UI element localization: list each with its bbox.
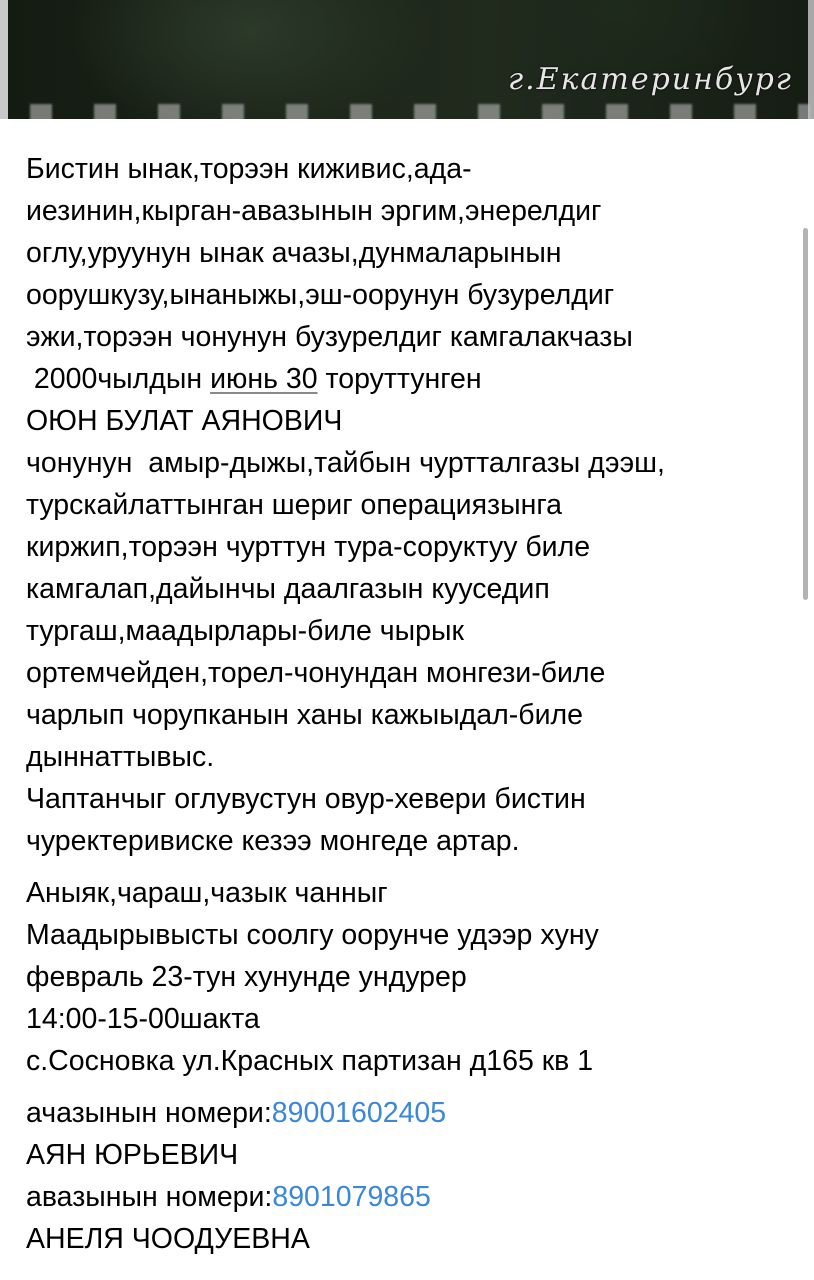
- text-line: февраль 23-тун хунунде ундурер: [26, 961, 467, 993]
- text-line: оорушкузу,ынаныжы,эш-оорунун бузурелдиг: [26, 279, 615, 311]
- text-line: Чаптанчыг оглувустун овур-хевери бистин: [26, 783, 586, 815]
- text-line: чонунун амыр-дыжы,тайбын чуртталгазы дээш,: [26, 447, 665, 479]
- mother-contact-line: [26, 1176, 786, 1218]
- birth-date-link[interactable]: июнь 30: [210, 363, 318, 395]
- text-line: Аныяк,чараш,чазык чанныг: [26, 877, 388, 909]
- photo-frame-left: [0, 0, 8, 119]
- photo-caption-cut-text: [30, 104, 810, 119]
- father-name: АЯН ЮРЬЕВИЧ: [26, 1139, 239, 1171]
- birth-prefix: 2000чылдын: [26, 363, 211, 395]
- text-line: ортемчейден,торел-чонундан монгези-биле: [26, 657, 606, 689]
- mother-phone-link[interactable]: 8901079865: [272, 1181, 431, 1213]
- text-line: Маадырывысты соолгу оорунче удээр хуну: [26, 919, 599, 951]
- text-line: камгалап,дайынчы даалгазын кууседип: [26, 573, 550, 605]
- photo-frame-right: [808, 0, 814, 119]
- father-phone-label: ачазынын номери:: [26, 1097, 272, 1129]
- text-line: эжи,торээн чонунун бузурелдиг камгалакчазы: [26, 321, 633, 353]
- text-line: чарлып чорупканын ханы кажыыдал-биле: [26, 699, 584, 731]
- message-photo[interactable]: [0, 0, 814, 119]
- mother-phone-label: авазынын номери:: [26, 1181, 273, 1213]
- birth-suffix: торуттунген: [317, 363, 482, 395]
- father-contact-line: [26, 1092, 786, 1134]
- scrollbar-thumb[interactable]: [803, 228, 808, 600]
- funeral-address: с.Сосновка ул.Красных партизан д165 кв 1: [26, 1045, 594, 1077]
- paragraph-gap: [26, 862, 786, 872]
- paragraph-gap: [26, 1082, 786, 1092]
- photo-caption-city: г.Екатеринбург: [508, 62, 793, 97]
- text-line: тургаш,маадырлары-биле чырык: [26, 615, 464, 647]
- text-line: турскайлаттынган шериг операциязынга: [26, 489, 562, 521]
- text-line: чуректеривиске кезээ монгеде артар.: [26, 825, 520, 857]
- text-line: оглу,уруунун ынак ачазы,дунмаларынын: [26, 237, 562, 269]
- text-line: киржип,торээн чурттун тура-соруктуу биле: [26, 531, 591, 563]
- message-text: [26, 148, 786, 1260]
- birth-line: [26, 358, 786, 400]
- father-phone-link[interactable]: 89001602405: [271, 1097, 447, 1129]
- funeral-time: 14:00-15-00шакта: [26, 1003, 260, 1035]
- mother-name: АНЕЛЯ ЧООДУЕВНА: [26, 1223, 310, 1255]
- text-line: иезинин,кырган-авазынын эргим,энерелдиг: [26, 195, 602, 227]
- text-line: дыннаттывыс.: [26, 741, 215, 773]
- deceased-name: ОЮН БУЛАТ АЯНОВИЧ: [26, 405, 343, 437]
- text-line: Бистин ынак,торээн киживис,ада-: [26, 153, 472, 185]
